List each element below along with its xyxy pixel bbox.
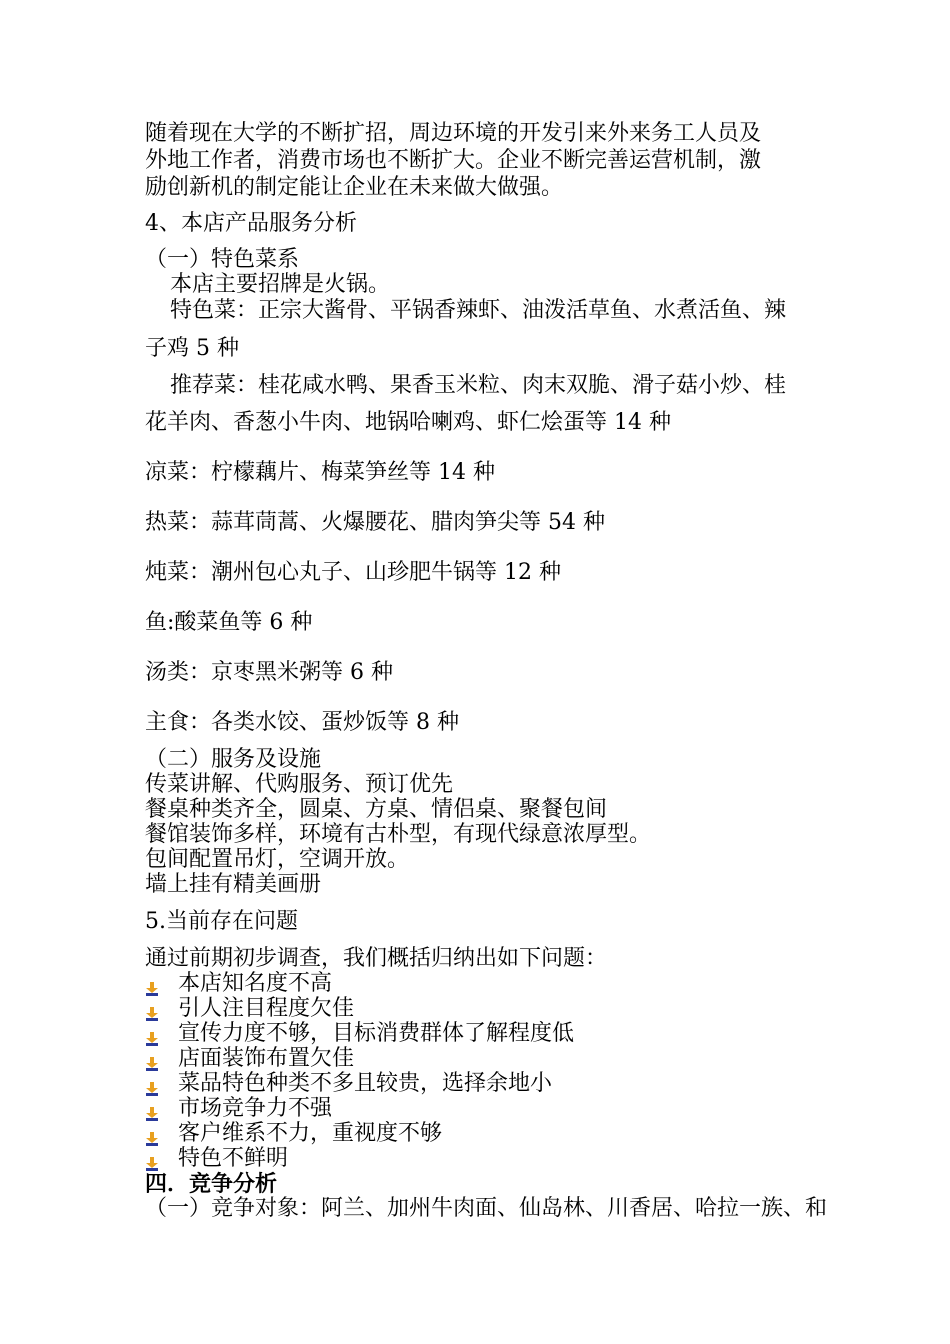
problem-item: 店面装饰布置欠佳 [178,1046,355,1071]
bullet-arrow-icon [145,977,159,991]
staple-food-line: 主食：各类水饺、蛋炒饭等 8 种 [145,710,459,735]
bullet-arrow-icon [145,1102,159,1116]
service-item: 传菜讲解、代购服务、预订优先 [145,772,454,797]
specialty-dishes-line-1: 特色菜：正宗大酱骨、平锅香辣虾、油泼活草鱼、水煮活鱼、辣 [170,298,787,323]
bullet-arrow-icon [145,1027,159,1041]
competitors-line: （一）竞争对象：阿兰、加州牛肉面、仙岛林、川香居、哈拉一族、和 [145,1196,828,1221]
recommended-dishes-line-1: 推荐菜：桂花咸水鸭、果香玉米粒、肉末双脆、滑子菇小炒、桂 [170,373,787,398]
recommended-dishes-line-2: 花羊肉、香葱小牛肉、地锅哈喇鸡、虾仁烩蛋等 14 种 [145,410,671,435]
stew-dishes-line: 炖菜：潮州包心丸子、山珍肥牛锅等 12 种 [145,560,561,585]
specialty-dishes-line-2: 子鸡 5 种 [145,336,239,361]
section-iv-heading: 四．竞争分析 [145,1171,278,1197]
bullet-arrow-icon [145,1077,159,1091]
section-5-heading: 5.当前存在问题 [145,909,298,934]
problem-item: 引人注目程度欠佳 [178,996,355,1021]
intro-line-3: 励创新机的制定能让企业在未来做大做强。 [145,175,564,200]
intro-line-2: 外地工作者，消费市场也不断扩大。企业不断完善运营机制，激 [145,148,762,173]
hot-dishes-line: 热菜：蒜茸茼蒿、火爆腰花、腊肉笋尖等 54 种 [145,510,605,535]
problem-item: 特色不鲜明 [178,1146,289,1171]
cold-dishes-line: 凉菜：柠檬藕片、梅菜笋丝等 14 种 [145,460,495,485]
subsection-service-heading: （二）服务及设施 [145,747,322,772]
problems-intro: 通过前期初步调查，我们概括归纳出如下问题： [145,946,608,971]
bullet-arrow-icon [145,1152,159,1166]
bullet-arrow-icon [145,1052,159,1066]
bullet-arrow-icon [145,1002,159,1016]
service-item: 餐桌种类齐全，圆桌、方桌、情侣桌、聚餐包间 [145,797,608,822]
subsection-specialty-heading: （一）特色菜系 [145,247,300,272]
problem-item: 本店知名度不高 [178,971,333,996]
problem-item: 市场竞争力不强 [178,1096,333,1121]
problem-item: 宣传力度不够，目标消费群体了解程度低 [178,1021,575,1046]
soup-dishes-line: 汤类：京枣黑米粥等 6 种 [145,660,393,685]
intro-line-1: 随着现在大学的不断扩招，周边环境的开发引来外来务工人员及 [145,121,762,146]
service-item: 包间配置吊灯，空调开放。 [145,847,410,872]
signature-dish-line: 本店主要招牌是火锅。 [170,272,391,297]
fish-dishes-line: 鱼:酸菜鱼等 6 种 [145,610,313,635]
service-item: 墙上挂有精美画册 [145,872,322,897]
bullet-arrow-icon [145,1127,159,1141]
section-4-heading: 4、本店产品服务分析 [145,211,357,236]
problem-item: 菜品特色种类不多且较贵，选择余地小 [178,1071,553,1096]
problem-item: 客户维系不力，重视度不够 [178,1121,443,1146]
service-item: 餐馆装饰多样，环境有古朴型，有现代绿意浓厚型。 [145,822,652,847]
